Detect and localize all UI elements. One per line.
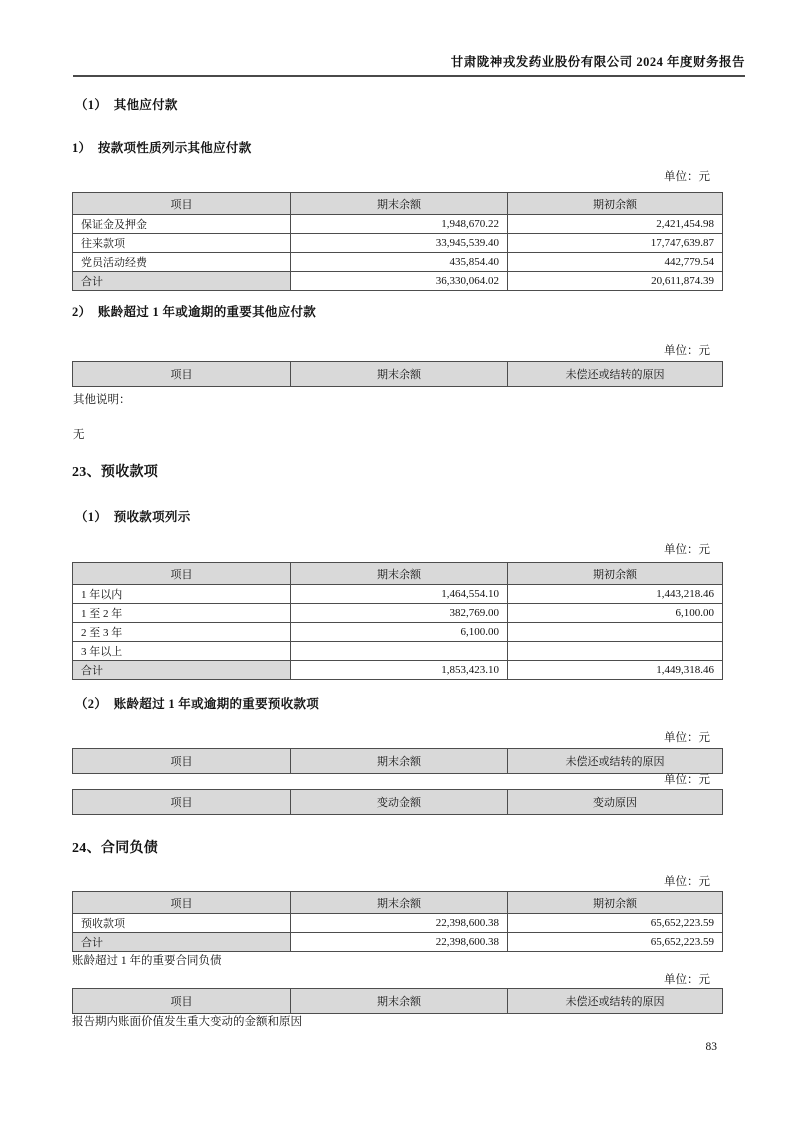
col-header-opening: 期初余额 bbox=[508, 892, 723, 914]
cell-total-opening: 20,611,874.39 bbox=[508, 272, 723, 291]
aging-contract-liabilities-table bbox=[72, 988, 723, 1014]
heading-aging-advance-receipts: （2） 账龄超过 1 年或逾期的重要预收款项 bbox=[75, 697, 320, 711]
col-header-item: 项目 bbox=[73, 892, 291, 914]
cell-total-label: 合计 bbox=[73, 272, 291, 291]
table-row bbox=[73, 642, 723, 661]
cell-item: 保证金及押金 bbox=[73, 215, 291, 234]
cell-item: 党员活动经费 bbox=[73, 253, 291, 272]
other-note-value: 无 bbox=[73, 429, 85, 441]
col-header-closing: 期末余额 bbox=[291, 563, 508, 585]
other-payables-by-nature-table bbox=[72, 192, 723, 291]
col-header-closing: 期末余额 bbox=[291, 989, 508, 1014]
cell-closing-balance: 435,854.40 bbox=[291, 253, 508, 272]
table-header-row bbox=[73, 892, 723, 914]
table-row bbox=[73, 604, 723, 623]
heading-other-payables: （1） 其他应付款 bbox=[75, 98, 178, 112]
cell-opening-balance: 17,747,639.87 bbox=[508, 234, 723, 253]
unit-label: 单位：元 bbox=[664, 544, 710, 556]
unit-label: 单位：元 bbox=[664, 774, 710, 786]
table-header-row bbox=[73, 362, 723, 387]
unit-label: 单位：元 bbox=[664, 876, 710, 888]
cell-opening-balance: 6,100.00 bbox=[508, 604, 723, 623]
table-row bbox=[73, 234, 723, 253]
heading-advance-listing: （1） 预收款项列示 bbox=[75, 510, 191, 524]
cell-total-closing: 1,853,423.10 bbox=[291, 661, 508, 680]
col-header-closing: 期末余额 bbox=[291, 193, 508, 215]
cell-item: 1 年以内 bbox=[73, 585, 291, 604]
col-header-item: 项目 bbox=[73, 790, 291, 815]
cell-opening-balance: 1,443,218.46 bbox=[508, 585, 723, 604]
col-header-closing: 期末余额 bbox=[291, 362, 508, 387]
heading-advance-receipts: 23、预收款项 bbox=[72, 465, 159, 480]
cell-closing-balance: 382,769.00 bbox=[291, 604, 508, 623]
table-total-row bbox=[73, 272, 723, 291]
cell-opening-balance: 65,652,223.59 bbox=[508, 914, 723, 933]
unit-label: 单位：元 bbox=[664, 732, 710, 744]
table-row bbox=[73, 623, 723, 642]
cell-item: 预收款项 bbox=[73, 914, 291, 933]
col-header-opening: 期初余额 bbox=[508, 193, 723, 215]
heading-aging-other-payables: 2） 账龄超过 1 年或逾期的重要其他应付款 bbox=[72, 305, 317, 319]
col-header-change-amount: 变动金额 bbox=[291, 790, 508, 815]
table-total-row bbox=[73, 933, 723, 952]
cell-total-closing: 36,330,064.02 bbox=[291, 272, 508, 291]
unit-label: 单位：元 bbox=[664, 171, 710, 183]
cell-closing-balance: 1,948,670.22 bbox=[291, 215, 508, 234]
col-header-item: 项目 bbox=[73, 193, 291, 215]
advance-receipts-change-table bbox=[72, 789, 723, 815]
table-row bbox=[73, 585, 723, 604]
cell-total-label: 合计 bbox=[73, 661, 291, 680]
advance-receipts-listing-table bbox=[72, 562, 723, 680]
col-header-opening: 期初余额 bbox=[508, 563, 723, 585]
cell-opening-balance bbox=[508, 623, 723, 642]
col-header-change-reason: 变动原因 bbox=[508, 790, 723, 815]
other-note-label: 其他说明： bbox=[73, 394, 131, 406]
table-total-row bbox=[73, 661, 723, 680]
page-number: 83 bbox=[705, 1041, 717, 1053]
cell-closing-balance: 6,100.00 bbox=[291, 623, 508, 642]
table-header-row bbox=[73, 790, 723, 815]
cell-opening-balance: 2,421,454.98 bbox=[508, 215, 723, 234]
cell-item: 往来款项 bbox=[73, 234, 291, 253]
table-row bbox=[73, 914, 723, 933]
cell-total-label: 合计 bbox=[73, 933, 291, 952]
aging-other-payables-table bbox=[72, 361, 723, 387]
cell-total-opening: 65,652,223.59 bbox=[508, 933, 723, 952]
col-header-reason: 未偿还或结转的原因 bbox=[508, 749, 723, 774]
cell-opening-balance: 442,779.54 bbox=[508, 253, 723, 272]
cell-opening-balance bbox=[508, 642, 723, 661]
col-header-reason: 未偿还或结转的原因 bbox=[508, 989, 723, 1014]
col-header-item: 项目 bbox=[73, 989, 291, 1014]
col-header-item: 项目 bbox=[73, 563, 291, 585]
unit-label: 单位：元 bbox=[664, 345, 710, 357]
table-header-row bbox=[73, 989, 723, 1014]
report-title: 甘肃陇神戎发药业股份有限公司 2024 年度财务报告 bbox=[450, 55, 745, 69]
col-header-reason: 未偿还或结转的原因 bbox=[508, 362, 723, 387]
table-row bbox=[73, 253, 723, 272]
unit-label: 单位：元 bbox=[664, 974, 710, 986]
contract-liabilities-table bbox=[72, 891, 723, 952]
col-header-item: 项目 bbox=[73, 362, 291, 387]
table-row bbox=[73, 215, 723, 234]
table-header-row bbox=[73, 563, 723, 585]
contract-aging-note: 账龄超过 1 年的重要合同负债 bbox=[72, 955, 222, 967]
cell-closing-balance: 1,464,554.10 bbox=[291, 585, 508, 604]
cell-closing-balance: 22,398,600.38 bbox=[291, 914, 508, 933]
table-header-row bbox=[73, 749, 723, 774]
cell-total-closing: 22,398,600.38 bbox=[291, 933, 508, 952]
cell-item: 2 至 3 年 bbox=[73, 623, 291, 642]
page-header bbox=[73, 0, 745, 77]
cell-closing-balance: 33,945,539.40 bbox=[291, 234, 508, 253]
cell-item: 1 至 2 年 bbox=[73, 604, 291, 623]
heading-contract-liabilities: 24、合同负债 bbox=[72, 841, 159, 856]
col-header-closing: 期末余额 bbox=[291, 892, 508, 914]
col-header-item: 项目 bbox=[73, 749, 291, 774]
table-header-row bbox=[73, 193, 723, 215]
col-header-closing: 期末余额 bbox=[291, 749, 508, 774]
cell-total-opening: 1,449,318.46 bbox=[508, 661, 723, 680]
cell-item: 3 年以上 bbox=[73, 642, 291, 661]
contract-change-note: 报告期内账面价值发生重大变动的金额和原因 bbox=[72, 1016, 302, 1028]
cell-closing-balance bbox=[291, 642, 508, 661]
heading-by-nature: 1） 按款项性质列示其他应付款 bbox=[72, 141, 252, 155]
